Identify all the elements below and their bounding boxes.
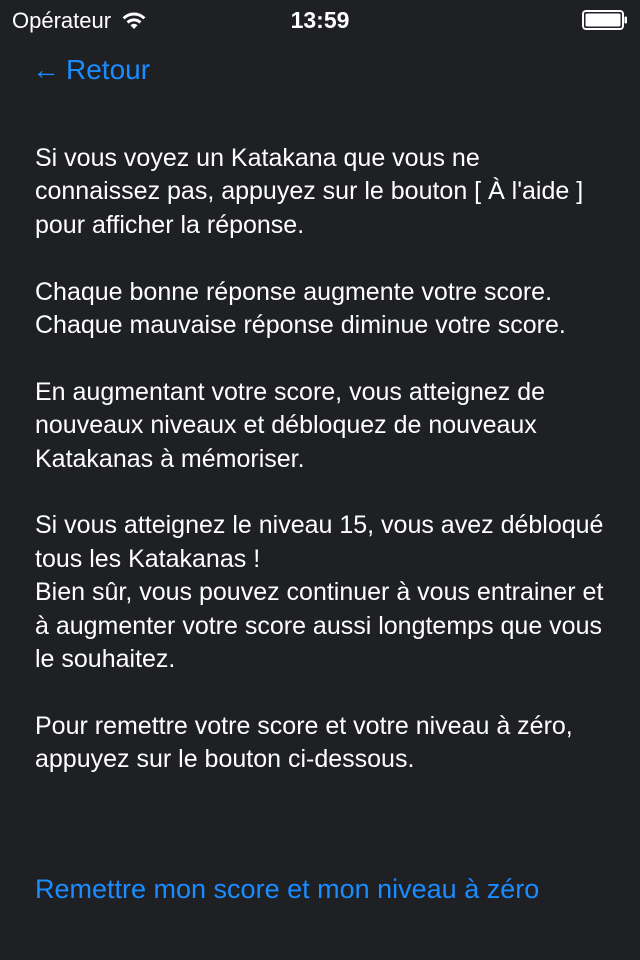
back-arrow-icon: ← xyxy=(32,54,60,85)
status-bar xyxy=(0,0,640,40)
help-line-all-unlocked: Si vous atteignez le niveau 15, vous avez débloqué tous les Katakanas ! xyxy=(35,511,604,573)
reset-score-button[interactable]: Remettre mon score et mon niveau à zéro xyxy=(35,874,540,904)
help-paragraph-help-button: Si vous voyez un Katakana que vous ne connaissez pas, appuyez sur le bouton [ À l'aide ] pour afficher la réponse. xyxy=(35,144,584,239)
help-paragraph-levels: En augmentant votre score, vous atteignez de nouveaux niveaux et débloquez de nouveaux Katakanas à mémoriser. xyxy=(35,377,546,473)
help-paragraph-reset: Pour remettre votre score et votre niveau à zéro, appuyez sur le bouton ci-dessous. xyxy=(35,711,573,774)
help-line-keep-training: Bien sûr, vous pouvez continuer à vous entrainer et à augmenter votre score aussi longtemps que vous le souhaitez. xyxy=(35,578,604,674)
help-paragraph-level-15 xyxy=(35,509,610,676)
help-paragraph-score xyxy=(35,276,610,343)
status-time: 13:59 xyxy=(290,7,350,33)
back-button[interactable] xyxy=(32,54,150,86)
help-text xyxy=(35,142,610,810)
back-label: Retour xyxy=(66,54,151,85)
battery-icon xyxy=(582,10,628,30)
carrier-name: Opérateur xyxy=(12,8,112,33)
help-line-bad-answer: Chaque mauvaise réponse diminue votre score. xyxy=(35,311,566,340)
help-line-good-answer: Chaque bonne réponse augmente votre score. xyxy=(35,277,553,306)
